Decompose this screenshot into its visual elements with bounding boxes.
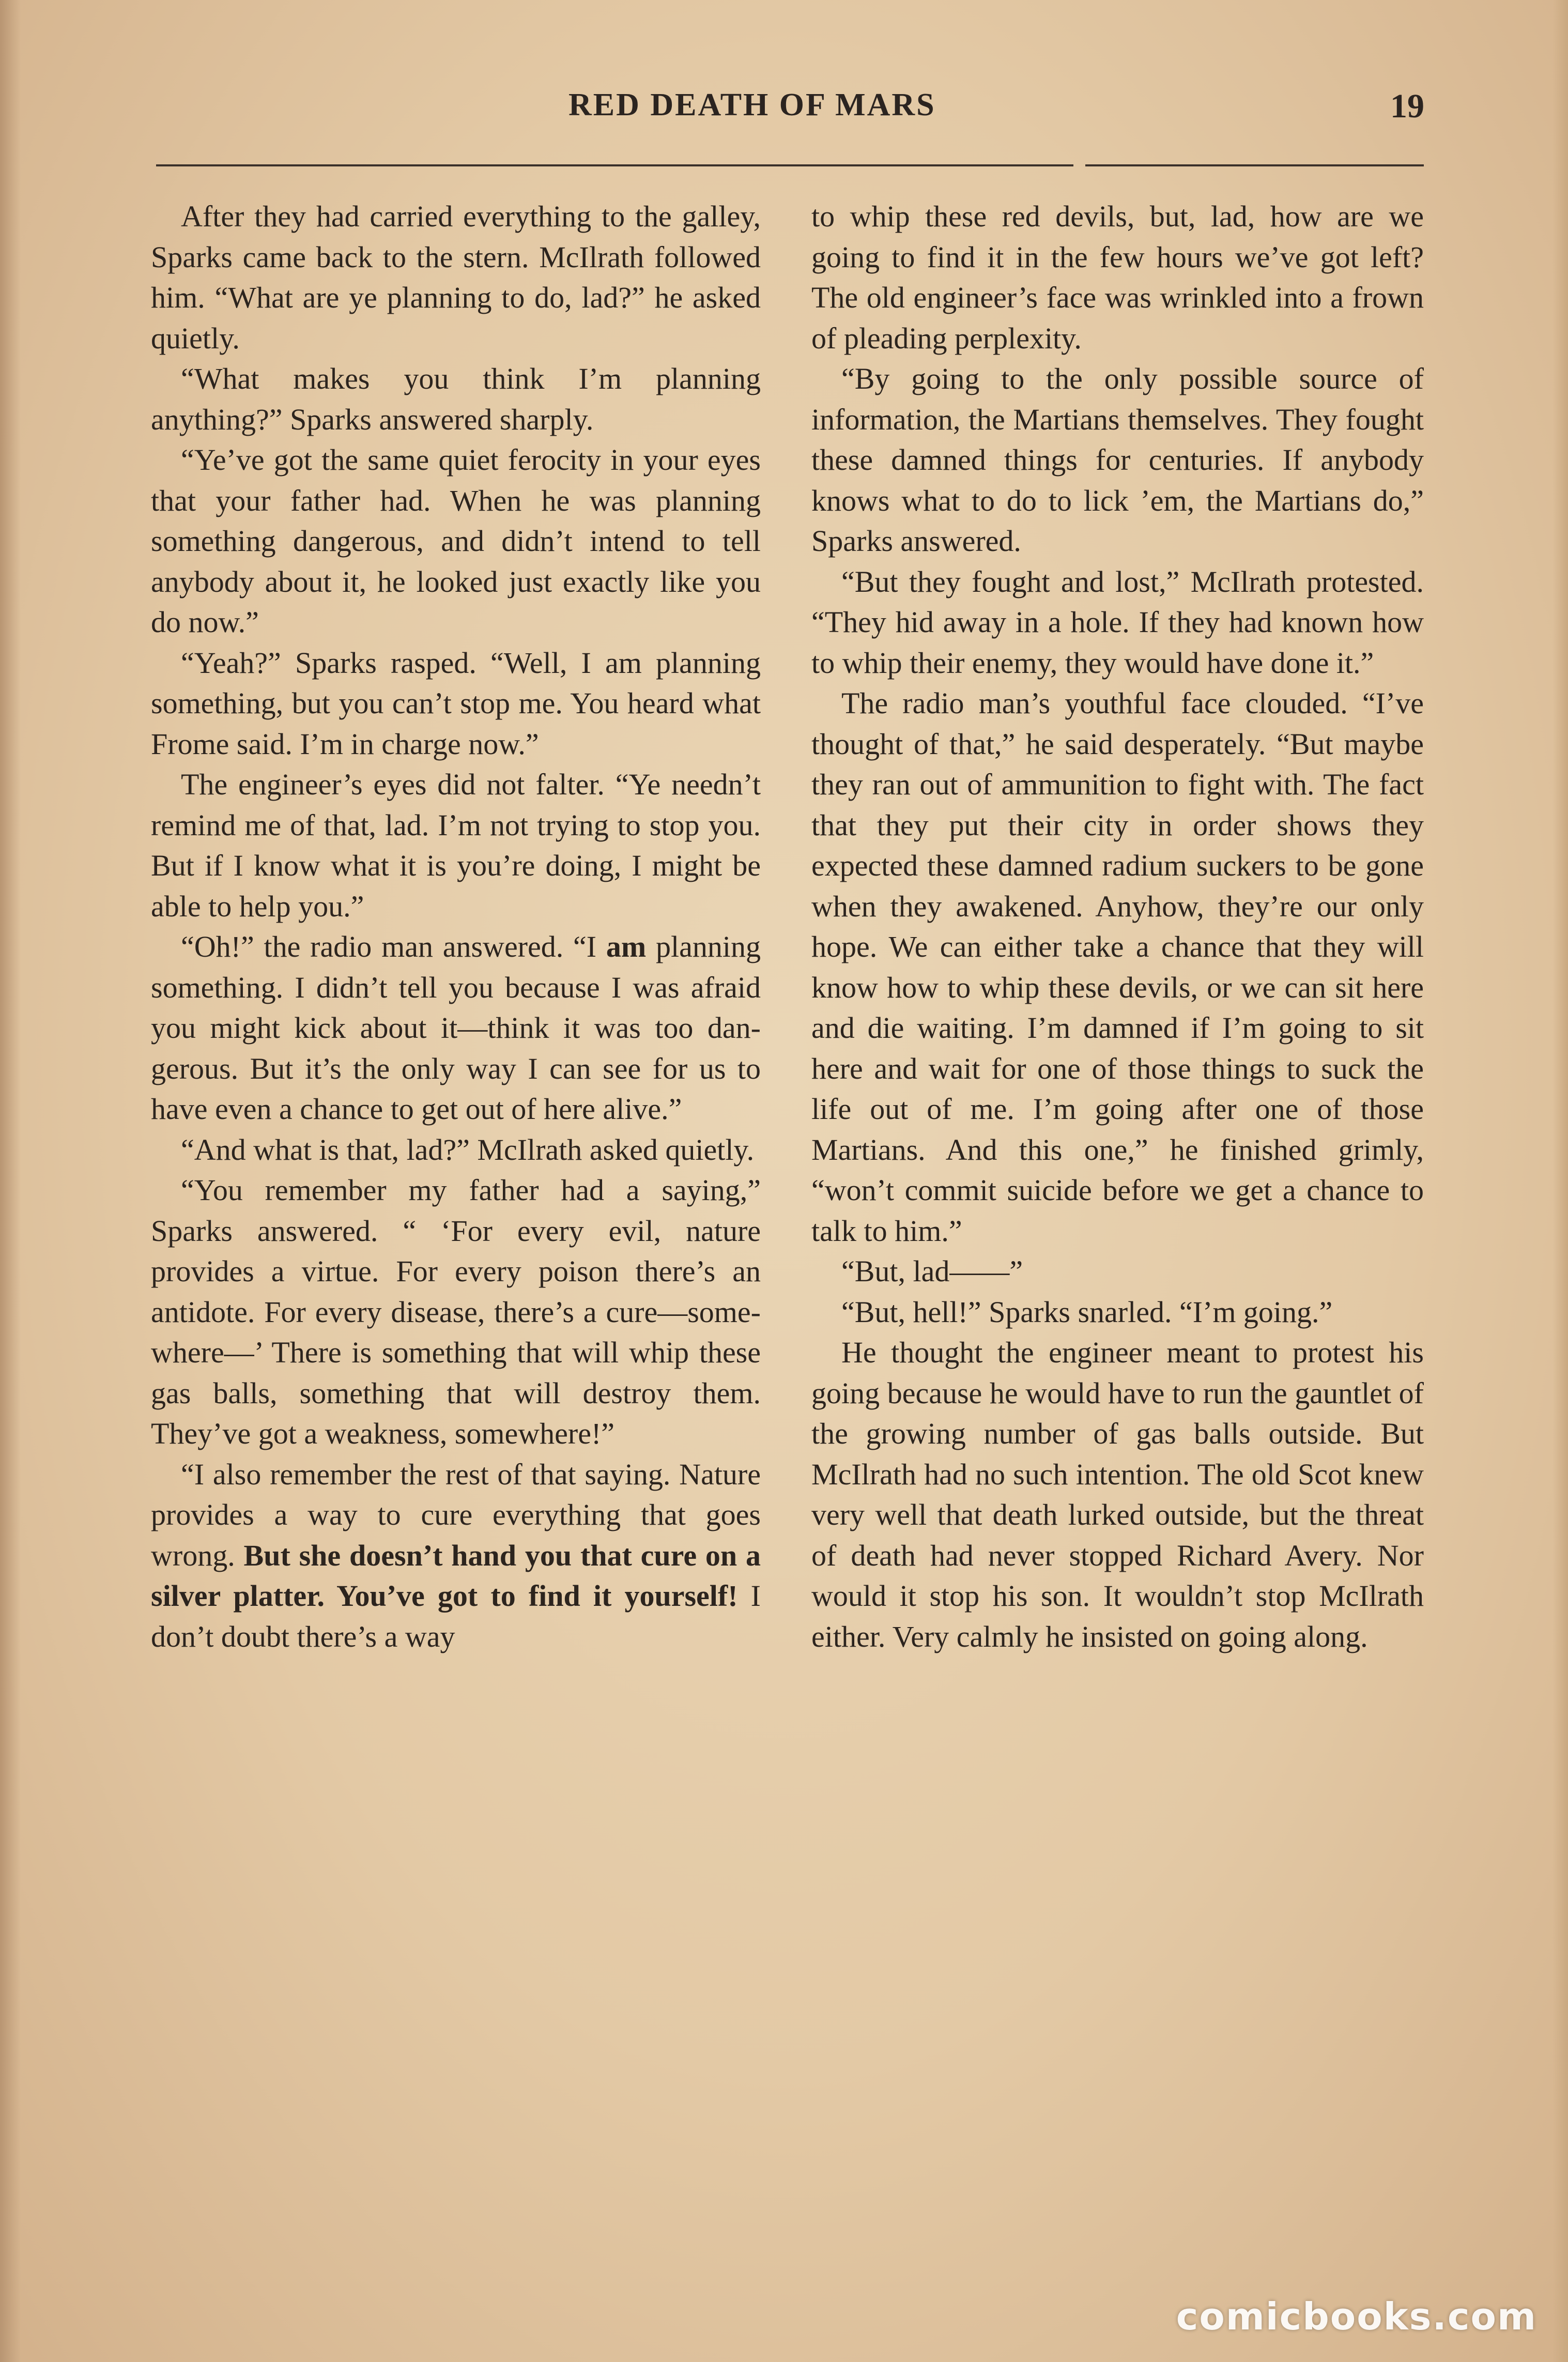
paragraph: “What makes you think I’m planning anything?” Sparks answered sharply. (151, 362, 761, 436)
bold-text-run: But she doesn’t hand you that cure on a silver platter. You’ve got to find it yourself! (151, 1538, 761, 1613)
paragraph: “But they fought and lost,” McIlrath protested. “They hid away in a hole. If they had known how to whip their enemy, they would have done it.” (811, 564, 1424, 680)
site-watermark: comicbooks.com (1176, 2295, 1537, 2338)
paragraph: “You remember my father had a saying,” Sparks answered. “ ‘For every evil, nature provides a virtue. For every poison there’s an antidote. For every disease, there’s a cure—somewhere—’ There is something that will whip these gas balls, something that will destroy them. They’ve got a weakness, somewhere!” (151, 1173, 761, 1450)
paragraph (151, 927, 761, 1130)
paragraph: The engineer’s eyes did not falter. “Ye needn’t remind me of that, lad. I’m not trying to stop you. But if I know what it is you’re doing, I might be able to help you.” (151, 768, 761, 923)
running-title: RED DEATH OF MARS (568, 87, 936, 122)
header-rule-right (1085, 164, 1424, 166)
paragraph: After they had carried everything to the galley, Sparks came back to the stern. McIlrath followed him. “What are ye planning to do, lad?” he asked quietly. (151, 200, 761, 355)
paragraph: “But, lad——” (841, 1254, 1023, 1288)
paragraph: “But, hell!” Sparks snarled. “I’m going.” (841, 1295, 1333, 1329)
bold-text-run: am (606, 930, 647, 963)
paragraph: “And what is that, lad?” McIlrath asked quietly. (181, 1132, 755, 1167)
text-run: “Oh!” the radio man answered. “I (181, 930, 606, 963)
page-edge-shadow-left (0, 0, 21, 2362)
paragraph: “Ye’ve got the same quiet ferocity in your eyes that your father had. When he was planning something dangerous, and didn’t intend to tell anybody about it, he looked just exactly like you do now.” (151, 443, 761, 639)
paragraph-continued: to whip these red devils, but, lad, how are we going to find it in the few hours we’ve got left? The old engineer’s face was wrinkled into a frown of pleading perplexity. (811, 200, 1424, 355)
paragraph: The radio man’s youthful face clouded. “I’ve thought of that,” he said desperately. “But maybe they ran out of ammunition to fight with. The fact that they put their city in order shows they expected these damned radium suckers to be gone when they awakened. Anyhow, they’re our only hope. We can either take a chance that they will know how to whip these devils, or we can sit here and die waiting. I’m damned if I’m going to sit here and wait for one of those things to suck the life out of me. I’m going after one of those Martians. And this one,” he finished grimly, “won’t commit suicide before we get a chance to talk to him.” (811, 686, 1424, 1248)
text-run: planning something. I didn’t tell you because I was afraid you might kick about it—think it was too dangerous. But it’s the only way I can see for us to have even a chance to get out of here alive.” (151, 930, 761, 1126)
page-edge-shadow-right (1552, 0, 1568, 2362)
header-rule-left (156, 164, 1073, 166)
paragraph: “By going to the only possible source of information, the Martians themselves. They fought these damned things for centuries. If anybody knows what to do to lick ’em, the Martians do,” Sparks answered. (811, 362, 1424, 558)
text-run: I don’t doubt there’s a way (151, 1579, 761, 1653)
page-number: 19 (1390, 87, 1424, 125)
text-column-left (151, 196, 761, 1657)
text-run: “I also remember the rest of that saying. Nature provides a way to cure everything that goes wrong. (151, 1457, 761, 1572)
paragraph: “Yeah?” Sparks rasped. “Well, I am planning something, but you can’t stop me. You heard what Frome said. I’m in charge now.” (151, 646, 761, 761)
paragraph: He thought the engineer meant to protest his going because he would have to run the gauntlet of the growing number of gas balls outside. But McIlrath had no such intention. The old Scot knew very well that death lurked outside, but the threat of death had never stopped Richard Avery. Nor would it stop his son. It wouldn’t stop McIlrath either. Very calmly he insisted on going along. (811, 1336, 1424, 1653)
text-column-right (811, 196, 1424, 1657)
paragraph (151, 1454, 761, 1658)
